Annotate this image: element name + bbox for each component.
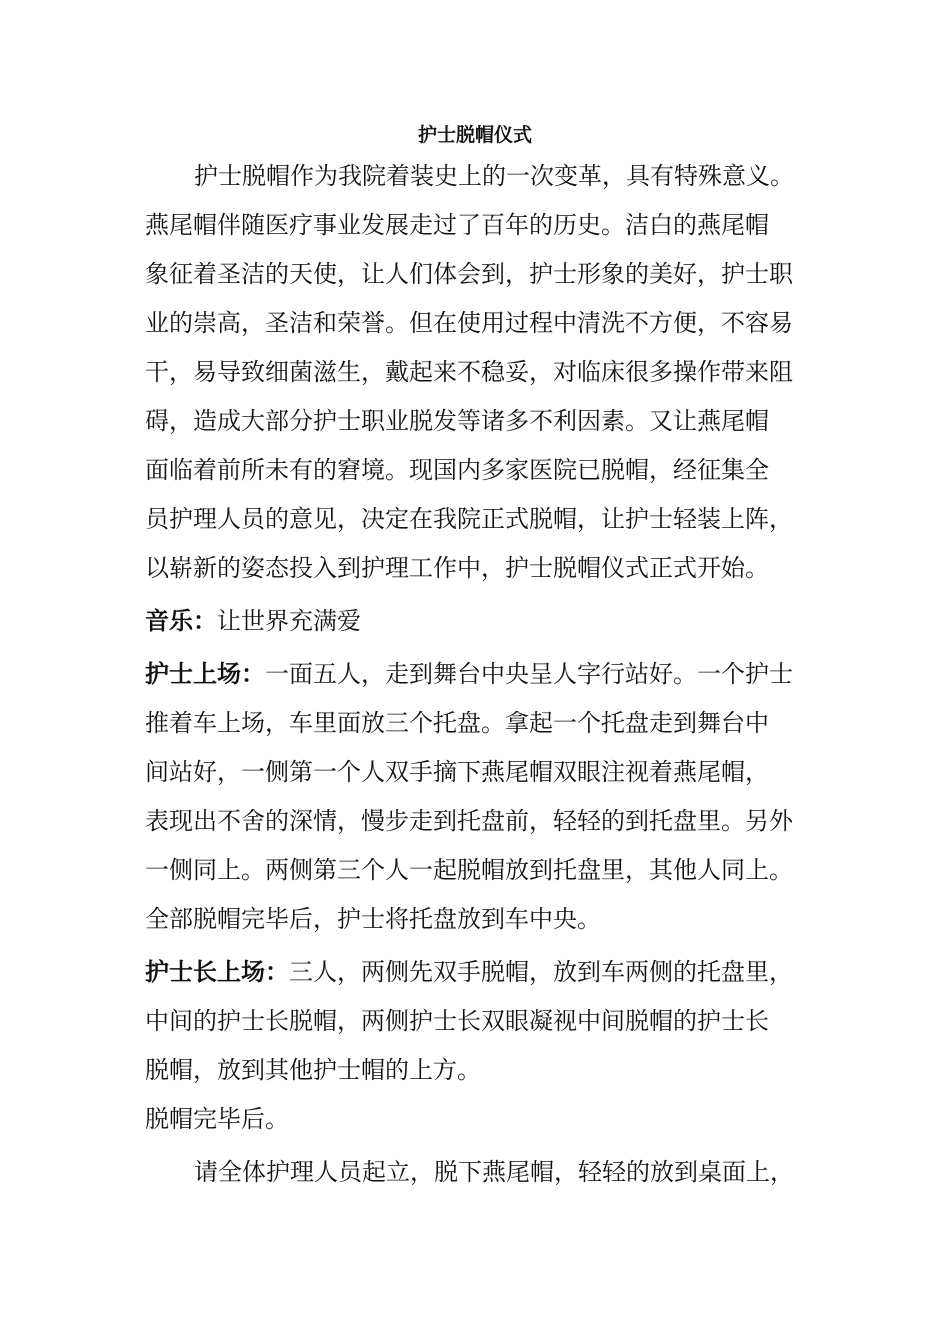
paragraph-line: 推着车上场，车里面放三个托盘。拿起一个托盘走到舞台中 xyxy=(145,709,769,737)
head-nurses-enter-line xyxy=(145,952,793,992)
paragraph-line: 一侧同上。两侧第三个人一起脱帽放到托盘里，其他人同上。 xyxy=(145,856,793,884)
final-line: 请全体护理人员起立，脱下燕尾帽，轻轻的放到桌面上， xyxy=(194,1158,794,1186)
paragraph-line: 碍，造成大部分护士职业脱发等诸多不利因素。又让燕尾帽 xyxy=(145,407,769,435)
paragraph-line: 业的崇高，圣洁和荣誉。但在使用过程中清洗不方便，不容易 xyxy=(145,309,793,337)
paragraph-line: 象征着圣洁的天使，让人们体会到，护士形象的美好，护士职 xyxy=(145,260,793,288)
paragraph-line: 员护理人员的意见，决定在我院正式脱帽，让护士轻装上阵， xyxy=(145,505,793,533)
nurses-enter-line xyxy=(145,654,793,694)
music-text: 让世界充满爱 xyxy=(217,607,361,635)
paragraph-line: 表现出不舍的深情，慢步走到托盘前，轻轻的到托盘里。另外 xyxy=(145,807,793,835)
paragraph-line: 护士脱帽作为我院着装史上的一次变革，具有特殊意义。 xyxy=(194,162,794,190)
head-nurses-enter-label: 护士长上场： xyxy=(145,957,289,986)
paragraph-line: 燕尾帽伴随医疗事业发展走过了百年的历史。洁白的燕尾帽 xyxy=(145,211,769,239)
head-nurses-enter-text: 三人，两侧先双手脱帽，放到车两侧的托盘里， xyxy=(289,958,793,986)
paragraph-line: 脱帽，放到其他护士帽的上方。 xyxy=(145,1056,481,1084)
document-title: 护士脱帽仪式 xyxy=(417,124,532,146)
music-label: 音乐： xyxy=(145,606,217,635)
paragraph-line: 面临着前所未有的窘境。现国内多家医院已脱帽，经征集全 xyxy=(145,456,769,484)
after-removal-line: 脱帽完毕后。 xyxy=(145,1105,289,1133)
paragraph-line: 以崭新的姿态投入到护理工作中，护士脱帽仪式正式开始。 xyxy=(145,554,769,582)
paragraph-line: 全部脱帽完毕后，护士将托盘放到车中央。 xyxy=(145,905,601,933)
paragraph-line: 中间的护士长脱帽，两侧护士长双眼凝视中间脱帽的护士长 xyxy=(145,1007,769,1035)
music-line xyxy=(145,601,361,641)
nurses-enter-label: 护士上场： xyxy=(145,659,265,688)
nurses-enter-text: 一面五人，走到舞台中央呈人字行站好。一个护士 xyxy=(265,660,793,688)
paragraph-line: 干，易导致细菌滋生，戴起来不稳妥，对临床很多操作带来阻 xyxy=(145,358,793,386)
paragraph-line: 间站好，一侧第一个人双手摘下燕尾帽双眼注视着燕尾帽， xyxy=(145,758,769,786)
